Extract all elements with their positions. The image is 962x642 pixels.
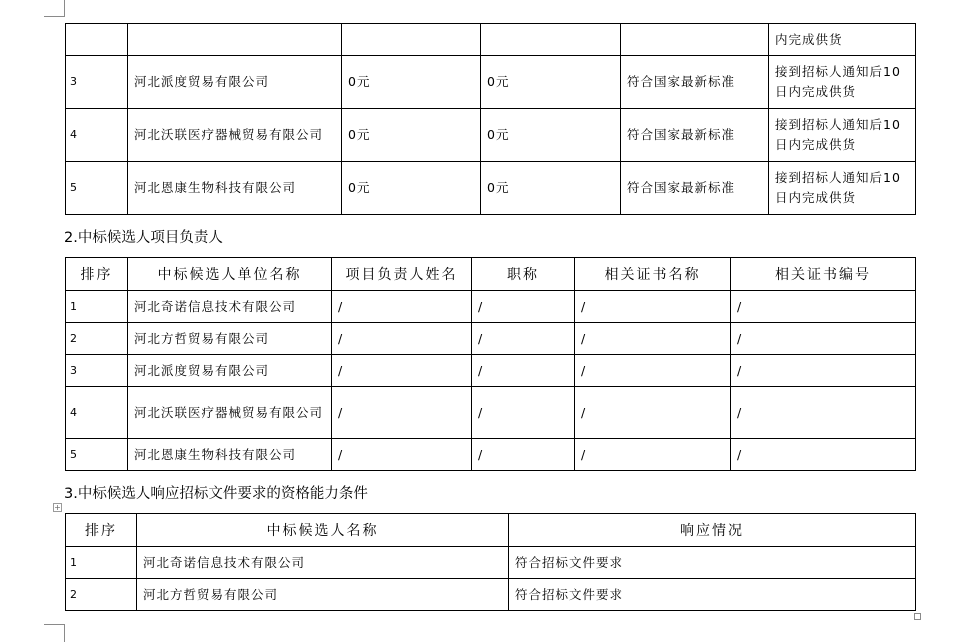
cert-name-cell: / — [575, 355, 731, 387]
column-header: 中标候选人单位名称 — [128, 258, 332, 291]
manager-cell: / — [332, 355, 472, 387]
title-cell: / — [472, 291, 575, 323]
price-cell: 0元 — [481, 109, 621, 162]
price-cell: 0元 — [342, 109, 481, 162]
cert-name-cell: / — [575, 291, 731, 323]
table-row — [66, 355, 916, 387]
row-number — [66, 24, 128, 56]
row-number: 5 — [66, 162, 128, 215]
company-name: 河北奇诺信息技术有限公司 — [137, 547, 509, 579]
delivery-cell: 接到招标人通知后10日内完成供货 — [769, 162, 916, 215]
manager-cell: / — [332, 387, 472, 439]
cert-name-cell: / — [575, 323, 731, 355]
price-cell — [481, 24, 621, 56]
column-header: 职称 — [472, 258, 575, 291]
table-header-row — [66, 514, 916, 547]
table-row — [66, 387, 916, 439]
column-header: 响应情况 — [509, 514, 916, 547]
title-cell: / — [472, 439, 575, 471]
section-heading: 3.中标候选人响应招标文件要求的资格能力条件 — [64, 486, 368, 502]
title-cell: / — [472, 355, 575, 387]
price-cell: 0元 — [342, 162, 481, 215]
resize-handle-icon[interactable] — [914, 613, 921, 620]
price-cell — [342, 24, 481, 56]
company-name: 河北沃联医疗器械贸易有限公司 — [128, 387, 332, 439]
cert-no-cell: / — [731, 387, 916, 439]
cert-no-cell: / — [731, 323, 916, 355]
row-number: 4 — [66, 387, 128, 439]
row-number: 1 — [66, 547, 137, 579]
company-name: 河北方哲贸易有限公司 — [128, 323, 332, 355]
column-header: 相关证书编号 — [731, 258, 916, 291]
column-header: 项目负责人姓名 — [332, 258, 472, 291]
company-name — [128, 24, 342, 56]
move-icon[interactable]: + — [54, 503, 61, 512]
column-header: 排序 — [66, 514, 137, 547]
table-row — [66, 439, 916, 471]
row-number: 1 — [66, 291, 128, 323]
manager-cell: / — [332, 439, 472, 471]
response-cell: 符合招标文件要求 — [509, 579, 916, 611]
page-corner-mark-bottom — [44, 624, 65, 642]
section-heading: 2.中标候选人项目负责人 — [64, 230, 223, 246]
delivery-cell: 内完成供货 — [769, 24, 916, 56]
cert-no-cell: / — [731, 439, 916, 471]
qualification-table — [65, 513, 916, 611]
cert-name-cell: / — [575, 439, 731, 471]
manager-cell: / — [332, 323, 472, 355]
standard-cell: 符合国家最新标准 — [621, 56, 769, 109]
project-manager-table — [65, 257, 916, 471]
table-row — [66, 56, 916, 109]
table-header-row — [66, 258, 916, 291]
title-cell: / — [472, 323, 575, 355]
column-header: 相关证书名称 — [575, 258, 731, 291]
column-header: 排序 — [66, 258, 128, 291]
delivery-cell: 接到招标人通知后10日内完成供货 — [769, 109, 916, 162]
company-name: 河北恩康生物科技有限公司 — [128, 439, 332, 471]
standard-cell: 符合国家最新标准 — [621, 162, 769, 215]
manager-cell: / — [332, 291, 472, 323]
price-table — [65, 23, 916, 215]
column-header: 中标候选人名称 — [137, 514, 509, 547]
company-name: 河北派度贸易有限公司 — [128, 355, 332, 387]
company-name: 河北沃联医疗器械贸易有限公司 — [128, 109, 342, 162]
company-name: 河北恩康生物科技有限公司 — [128, 162, 342, 215]
table-row — [66, 162, 916, 215]
page-corner-mark-top — [44, 0, 65, 17]
cert-no-cell: / — [731, 291, 916, 323]
row-number: 2 — [66, 323, 128, 355]
standard-cell: 符合国家最新标准 — [621, 109, 769, 162]
row-number: 3 — [66, 56, 128, 109]
company-name: 河北奇诺信息技术有限公司 — [128, 291, 332, 323]
row-number: 3 — [66, 355, 128, 387]
row-number: 2 — [66, 579, 137, 611]
response-cell: 符合招标文件要求 — [509, 547, 916, 579]
company-name: 河北方哲贸易有限公司 — [137, 579, 509, 611]
table-row — [66, 109, 916, 162]
row-number: 5 — [66, 439, 128, 471]
price-cell: 0元 — [342, 56, 481, 109]
cert-no-cell: / — [731, 355, 916, 387]
row-number: 4 — [66, 109, 128, 162]
title-cell: / — [472, 387, 575, 439]
company-name: 河北派度贸易有限公司 — [128, 56, 342, 109]
cert-name-cell: / — [575, 387, 731, 439]
delivery-cell: 接到招标人通知后10日内完成供货 — [769, 56, 916, 109]
table-row — [66, 323, 916, 355]
standard-cell — [621, 24, 769, 56]
price-cell: 0元 — [481, 162, 621, 215]
table-row — [66, 579, 916, 611]
table-row — [66, 547, 916, 579]
table-row — [66, 291, 916, 323]
price-cell: 0元 — [481, 56, 621, 109]
table-row — [66, 24, 916, 56]
